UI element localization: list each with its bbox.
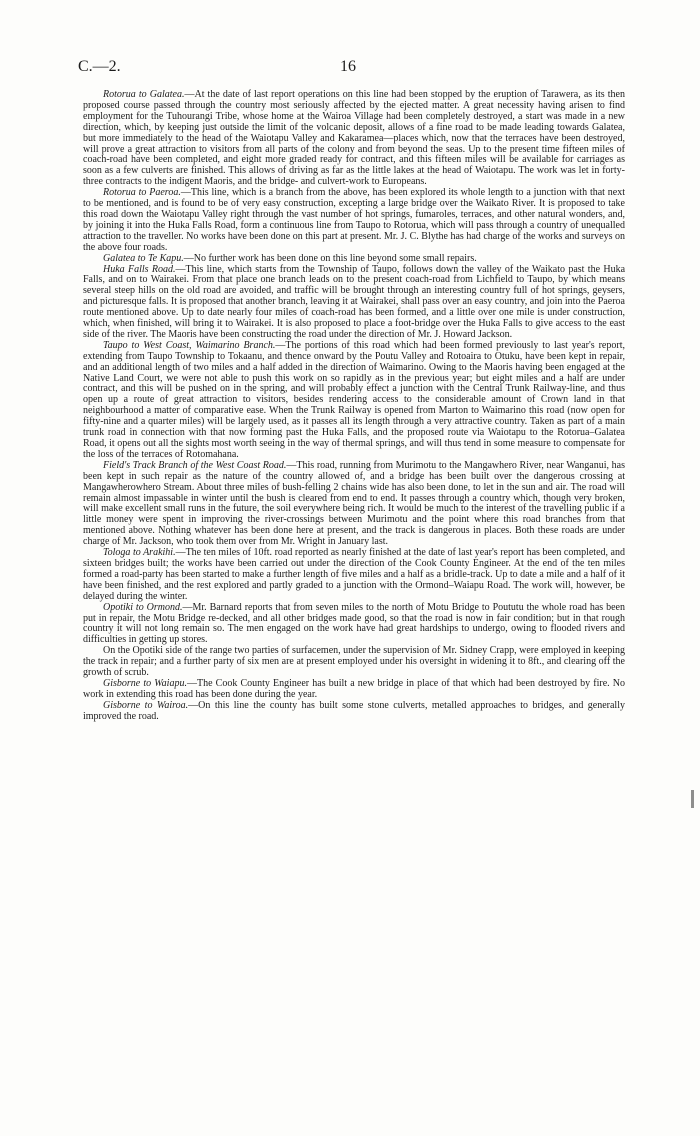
section-heading: Rotorua to Galatea.	[103, 89, 185, 100]
paragraph-text: —No further work has been done on this line beyond some small repairs.	[183, 252, 477, 264]
section-heading: Taupo to West Coast, Waimarino Branch.	[103, 339, 276, 351]
paragraph-gisborne-waiapu	[83, 679, 625, 701]
section-heading: Galatea to Te Kapu.	[103, 252, 184, 264]
paragraph-text: —This road, running from Murimotu to the Mangawhero River, near Wanganui, has been kept in such repair as the nature of the country allowed of, and a bridge has been built over the dangerous crossing at Mangawherowhero Stream. About three miles of bush-felling 2 chains wide has also been done, to let in the sun and air. The road will remain almost impassable in winter until the bush is cleared from end to end. It passes through a country which, though very broken, will make excellent small runs in the future, the soil everywhere being rich. It would be much to the interest of the travelling public if a little money were spent in improving the river-crossings between Murimotu and the point where this road branches from that mentioned above. Nothing whatever has been done here at present, and the track is dangerous in places. Both these roads are under charge of Mr. Jackson, who took them over from Mr. Wright in January last.	[83, 459, 625, 548]
section-heading: Huka Falls Road.	[103, 263, 176, 275]
paragraph-gisborne-wairoa	[83, 701, 625, 723]
paragraph-text: —The Cook County Engineer has built a new bridge in place of that which had been destroyed by fire. No work in extending this road has been done during the year.	[83, 677, 625, 700]
scan-edge-mark	[691, 790, 694, 808]
paragraph-tologa-arakihi	[83, 548, 625, 603]
paragraph-rotorua-paeroa	[83, 188, 625, 253]
section-heading: Gisborne to Waiapu.	[103, 677, 187, 689]
paragraph-fields-track	[83, 461, 625, 548]
section-heading: Tologa to Arakihi.	[103, 547, 176, 559]
paragraph-opotiki-side	[83, 646, 625, 679]
paragraph-rotorua-galatea	[83, 90, 625, 188]
page-header	[78, 58, 644, 80]
report-body	[83, 90, 625, 723]
paragraph-text: —On this line the county has built some stone culverts, metalled approaches to bridges, and generally improved the road.	[83, 699, 625, 722]
paragraph-taupo-west-coast	[83, 341, 625, 461]
section-heading: Rotorua to Paeroa.	[103, 187, 181, 199]
section-heading: Opotiki to Ormond.	[103, 601, 183, 613]
paragraph-text: —The ten miles of 10ft. road reported as nearly finished at the date of last year's report has been completed, and sixteen bridges built; the works have been carried out under the direction of the Cook County Engineer. At the end of the ten miles formed a road-party has been started to make a further length of five miles and a half as a bridle-track. Up to date a mile and a half of it have been finished, and the rest explored and partly graded to a junction with the Ormond–Waiapu Road. The work will, however, be delayed during the winter.	[83, 547, 625, 602]
paragraph-text: —This line, which is a branch from the above, has been explored its whole length to a junction with that next to be mentioned, and is found to be of very easy construction, excepting a large bridge over the Waikato River. It is proposed to take this road down the Waiotapu Valley right through the vast number of hot springs, fumaroles, terraces, and other natural wonders, and, by joining it into the Huka Falls Road, form a continuous line from Taupo to Rotorua, which will pass through a country of unequalled attraction to the traveller. No works have been done on this part at present. Mr. J. C. Blythe has had charge of the works and surveys on the above four roads.	[83, 187, 626, 253]
paragraph-text: —The portions of this road which had been formed previously to last year's report, extending from Taupo Township to Tokaanu, and thence onward by the Poutu Valley and Rotoaira to Otuku, have been kept in repair, and an additional length of two miles and a half added in the direction of Waimarino. Owing to the Maoris having been engaged at the Native Land Court, we were not able to push this work on so rapidly as in the previous year; but eight miles and a half are under contract, and this will be pushed on in the spring, and will probably effect a junction with the Central Trunk Railway-line, and thus open up a route of great attraction to visitors, besides rendering access to the considerable amount of Crown land in that neighbourhood a matter of comparative ease. When the Trunk Railway is opened from Marton to Waimarino this road (now open for fifty-nine and a quarter miles) will be largely used, as it passes all its length through a very attractive country. Taken as part of a main trunk road in connection with that now forming past the Huka Falls, and the proposed route via Waiotapu to the Rotorua–Galatea Road, it opens out all the sights most worth seeing in the way of thermal springs, and will thus tend in some measure to compensate for the loss of the terraces of Rotomahana.	[83, 339, 625, 460]
paragraph-text: —This line, which starts from the Township of Taupo, follows down the valley of the Waikato past the Huka Falls, and on to Wairakei. From that place one branch leads on to the present coach-road from Lichfield to Taupo, by which means several steep hills on the old road are avoided, and traffic will be brought through an interesting country full of hot springs, geysers, and picturesque falls. It is proposed that another branch, leaving it at Wairakei, shall pass over an easy country, and join into the Paeroa route mentioned above. Up to date nearly four miles of coach-road has been formed, and a little over one mile is under construction, which, when finished, will bring it to Wairakei. It is also proposed to place a foot-bridge over the Huka Falls to give access to the east side of the river. The Maoris have been constructing the road under the direction of Mr. J. Howard Jackson.	[83, 263, 626, 340]
paragraph-text: —At the date of last report operations on this line had been stopped by the eruption of Tarawera, as its then proposed course passed through the country most seriously affected by the ejected matter. A great necessity having arisen to find employment for the Tuhourangi Tribe, whose home at the Wairoa Village had been completely destroyed, a start was made in a new direction, which, by keeping just outside the limit of the volcanic deposit, allows of a fine road to be made leading towards Galatea, but more immediately to the head of the Waiotapu Valley and Kakaramea—places which, now that the terraces have been destroyed, will prove a great attraction to visitors from all parts of the colony and from beyond the seas. Up to the present time fifteen miles of coach-road have been completed, and eight more graded ready for contract, and this fifteen miles will be available for carriages as soon as a few culverts are finished. This allows of driving as far as the little lakes at the head of Waiotapu. The work was let in forty-three contracts to the indigent Maoris, and the bridge- and culvert-work to Europeans.	[83, 89, 625, 188]
paragraph-text: On the Opotiki side of the range two parties of surfacemen, under the supervision of Mr. Sidney Crapp, were employed in keeping the track in repair; and a further party of six men are at present employed under his oversight in widening it to 8ft., and clearing off the growth of scrub.	[83, 645, 625, 679]
paragraph-text: —Mr. Barnard reports that from seven miles to the north of Motu Bridge to Poututu the whole road has been put in repair, the Motu Bridge re-decked, and all other bridges made good, so that the road is now in fair condition; but in that rough country it will not long remain so. The men engaged on the work have had great hardships to undergo, owing to flooded rivers and difficulties in getting up stores.	[83, 601, 625, 646]
page-number: 16	[340, 58, 356, 75]
section-heading: Gisborne to Wairoa.	[103, 699, 189, 711]
paragraph-opotiki-ormond	[83, 603, 625, 647]
section-heading: Field's Track Branch of the West Coast Road.	[103, 459, 287, 471]
paragraph-huka-falls-road	[83, 265, 625, 341]
document-code: C.—2.	[78, 58, 121, 75]
